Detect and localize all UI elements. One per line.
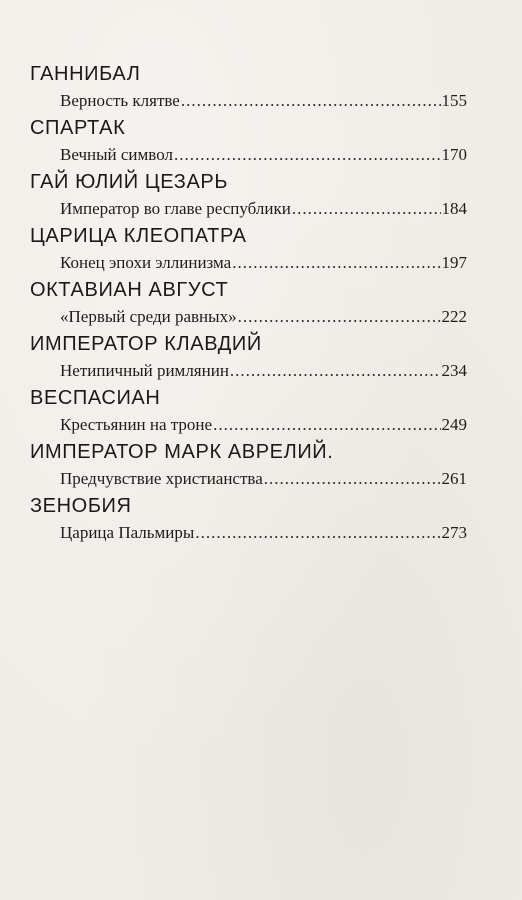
- toc-line: [30, 140, 467, 169]
- toc-page-number: 155: [441, 91, 467, 110]
- toc-leader-dots: [264, 464, 441, 493]
- toc-chapter-heading: ИМПЕРАТОР МАРК АВРЕЛИЙ.: [30, 441, 334, 463]
- toc-page-number: 261: [441, 469, 467, 488]
- toc-line: [30, 302, 467, 331]
- toc-leader-dots: [232, 248, 440, 277]
- toc-chapter-title: Крестьянин на троне: [60, 415, 213, 434]
- toc-page-number: 184: [441, 199, 467, 218]
- toc-leader-dots: [181, 86, 441, 115]
- toc-chapter-title: Нетипичный римлянин: [60, 361, 229, 380]
- toc-line: [30, 248, 467, 277]
- toc-chapter-heading: ИМПЕРАТОР КЛАВДИЙ: [30, 333, 262, 355]
- toc-entry: [30, 170, 467, 223]
- toc-chapter-title: «Первый среди равных»: [60, 307, 237, 326]
- toc-page-number: 234: [441, 361, 467, 380]
- toc-line: [30, 356, 467, 385]
- toc-chapter-heading: СПАРТАК: [30, 117, 126, 139]
- toc-entry: [30, 224, 467, 277]
- toc-entry: [30, 332, 467, 385]
- toc-chapter-heading: ЗЕНОБИЯ: [30, 495, 132, 517]
- toc-entry: [30, 386, 467, 439]
- toc-chapter-heading: ЦАРИЦА КЛЕОПАТРА: [30, 225, 247, 247]
- toc-chapter-title: Конец эпохи эллинизма: [60, 253, 232, 272]
- toc-line: [30, 518, 467, 547]
- toc-chapter-title: Царица Пальмиры: [60, 523, 195, 542]
- toc-chapter-title: Вечный символ: [60, 145, 173, 164]
- toc-page-number: 197: [441, 253, 467, 272]
- toc-chapter-title: Император во главе республики: [60, 199, 291, 218]
- toc-chapter-heading: ГАЙ ЮЛИЙ ЦЕЗАРЬ: [30, 171, 229, 193]
- toc-line: [30, 86, 467, 115]
- toc-line: [30, 194, 467, 223]
- toc-leader-dots: [213, 410, 440, 439]
- toc-page-number: 249: [441, 415, 467, 434]
- toc-chapter-heading: ГАННИБАЛ: [30, 63, 141, 85]
- toc-page-number: 273: [441, 523, 467, 542]
- toc-line: [30, 410, 467, 439]
- toc-leader-dots: [195, 518, 440, 547]
- toc-chapter-heading: ВЕСПАСИАН: [30, 387, 161, 409]
- toc-leader-dots: [238, 302, 441, 331]
- toc-entry: [30, 62, 467, 115]
- toc-chapter-title: Верность клятве: [60, 91, 180, 110]
- toc-chapter-title: Предчувствие христианства: [60, 469, 263, 488]
- toc-leader-dots: [230, 356, 441, 385]
- toc-chapter-heading: ОКТАВИАН АВГУСТ: [30, 279, 229, 301]
- table-of-contents: [30, 62, 467, 547]
- toc-entry: [30, 278, 467, 331]
- toc-line: [30, 464, 467, 493]
- toc-page-number: 170: [441, 145, 467, 164]
- toc-leader-dots: [292, 194, 441, 223]
- toc-page-number: 222: [441, 307, 467, 326]
- toc-entry: [30, 440, 467, 493]
- toc-entry: [30, 116, 467, 169]
- toc-entry: [30, 494, 467, 547]
- toc-leader-dots: [174, 140, 441, 169]
